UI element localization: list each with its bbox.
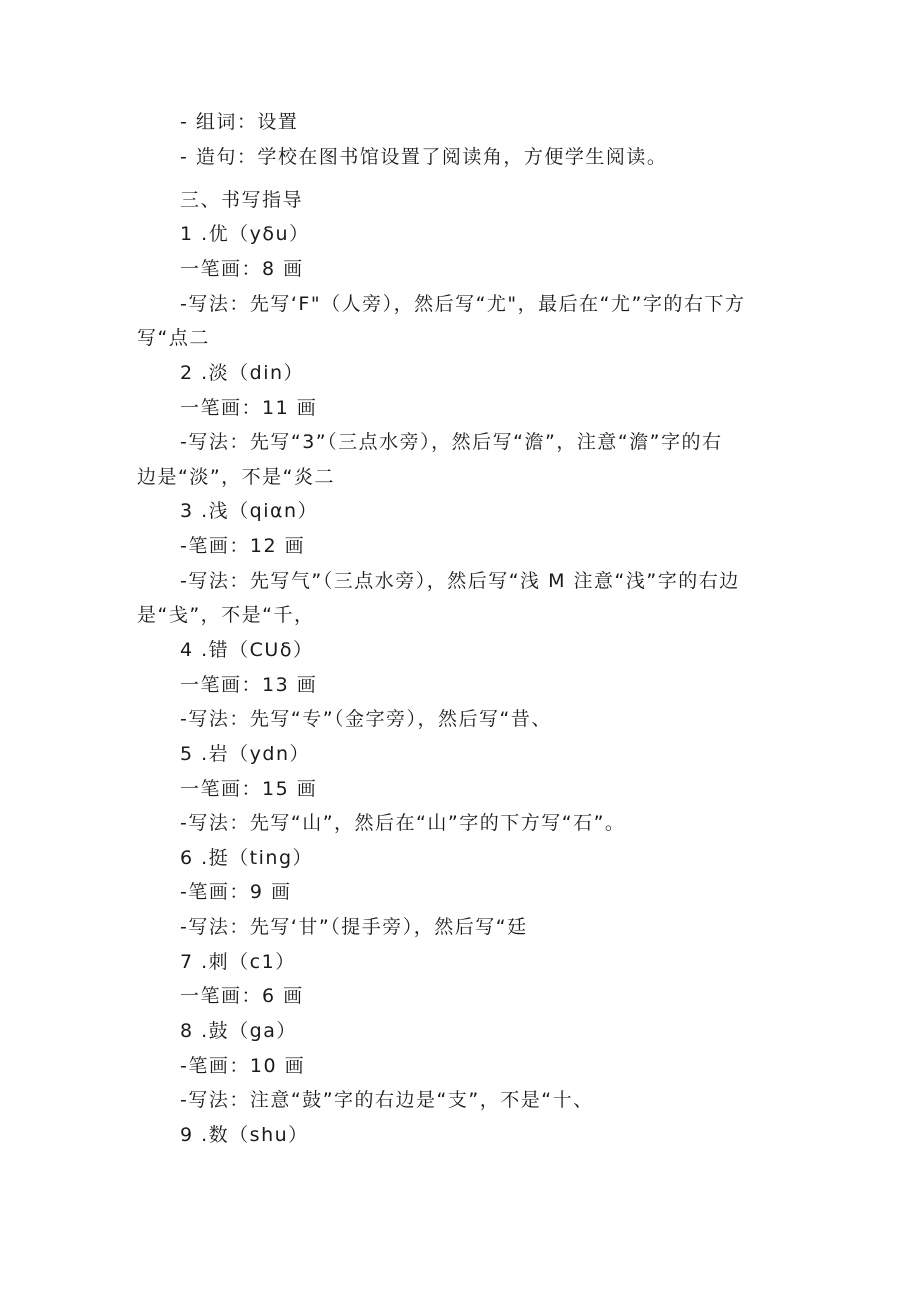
item-heading-2: 2 .淡（din） <box>180 362 305 384</box>
text-line-strokes-3: -笔画：12 画 <box>180 535 306 557</box>
item-heading-9: 9 .数（shu） <box>180 1124 309 1146</box>
item-heading-5: 5 .岩（ydn） <box>180 743 311 765</box>
text-line-strokes-4: 一笔画：13 画 <box>180 674 318 696</box>
text-line-method-4: -写法：先写“专”（金字旁），然后写“昔、 <box>180 708 552 730</box>
text-line-method-3-cont: 是“戋”，不是“千， <box>137 604 315 626</box>
item-heading-6: 6 .挺（ting） <box>180 847 313 869</box>
text-line-strokes-8: -笔画：10 画 <box>180 1055 306 1077</box>
item-heading-7: 7 .刺（c1） <box>180 951 296 973</box>
text-line-word-group: - 组词：设置 <box>180 111 299 133</box>
text-line-method-6: -写法：先写‘甘”（提手旁），然后写“廷 <box>180 916 528 938</box>
section-heading: 三、书写指导 <box>180 189 304 211</box>
text-line-strokes-7: 一笔画：6 画 <box>180 985 304 1007</box>
text-line-strokes-1: 一笔画：8 画 <box>180 258 304 280</box>
text-line-sentence: - 造句：学校在图书馆设置了阅读角，方便学生阅读。 <box>180 146 668 168</box>
item-heading-8: 8 .鼓（ga） <box>180 1020 297 1042</box>
text-line-method-1: -写法：先写‘F"（人旁），然后写“尤"，最后在“尤”字的右下方 <box>180 293 746 315</box>
text-line-method-2-cont: 边是“淡”，不是“炎二 <box>137 466 336 488</box>
item-heading-3: 3 .浅（qiαn） <box>180 500 319 522</box>
text-line-strokes-2: 一笔画：11 画 <box>180 397 318 419</box>
text-line-method-8: -写法：注意“鼓”字的右边是“支”，不是“十、 <box>180 1089 594 1111</box>
text-line-method-2: -写法：先写“3”（三点水旁），然后写“澹”，注意“澹”字的右 <box>180 431 723 453</box>
item-heading-4: 4 .错（CUδ） <box>180 639 314 661</box>
item-heading-1: 1 .优（yδu） <box>180 223 310 245</box>
text-line-strokes-6: -笔画：9 画 <box>180 881 292 903</box>
text-line-method-3: -写法：先写气”（三点水旁），然后写“浅 M 注意“浅”字的右边 <box>180 570 740 592</box>
text-line-strokes-5: 一笔画：15 画 <box>180 778 318 800</box>
text-line-method-1-cont: 写“点二 <box>137 327 210 349</box>
text-line-method-5: -写法：先写“山”，然后在“山”字的下方写“石”。 <box>180 812 626 834</box>
